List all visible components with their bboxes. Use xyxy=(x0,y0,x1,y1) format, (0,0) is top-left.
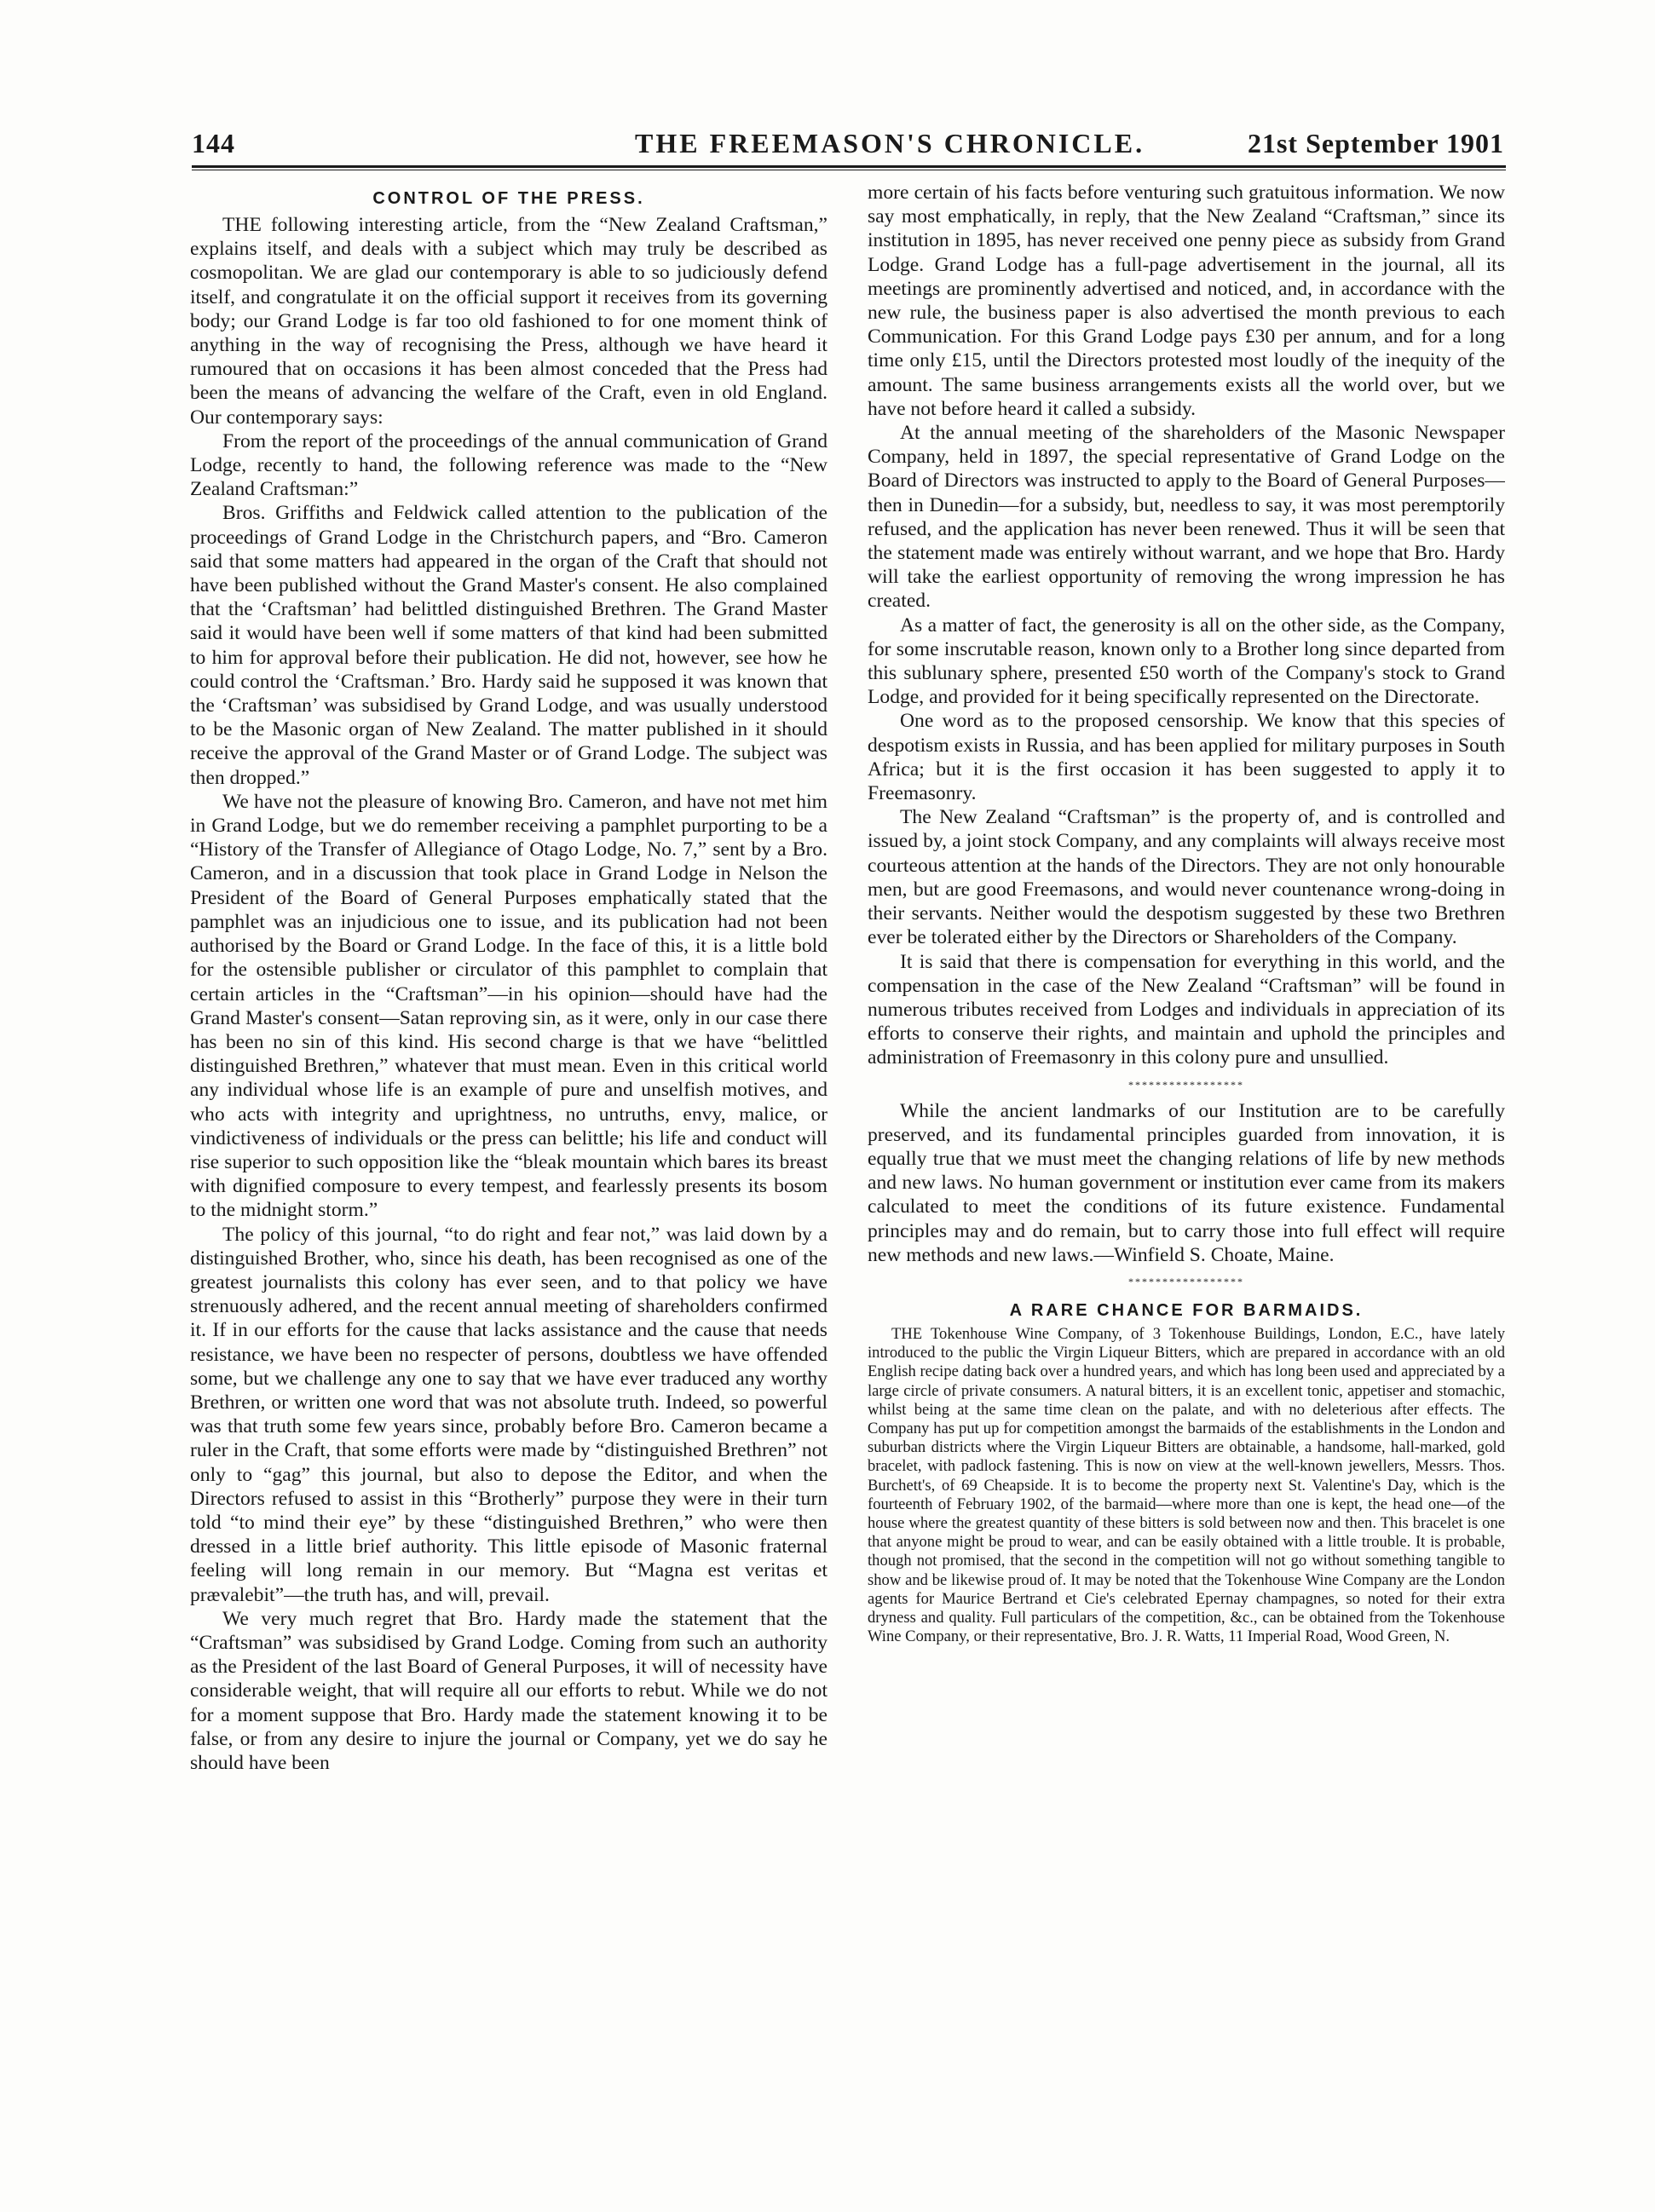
article-paragraph: From the report of the proceedings of the annual communication of Grand Lodge, recently to hand, the following reference was made to the “New Zealand Craftsman:” xyxy=(190,429,828,501)
article-heading: A RARE CHANCE FOR BARMAIDS. xyxy=(1009,1300,1364,1320)
article-paragraph: We very much regret that Bro. Hardy made the statement that the “Craftsman” was subsidised by Grand Lodge. Coming from such an authority as the President of the last Board of General Purposes, it will of necessity have considerable weight, that will require all our efforts to rebut. While we do not for a moment suppose that Bro. Hardy made the statement knowing it to be false, or from any desire to injure the journal or Company, yet we do say he should have been xyxy=(190,1607,828,1774)
article-paragraph: It is said that there is compensation for everything in this world, and the compensation in the case of the New Zealand “Craftsman” will be found in numerous tributes received from Lodges and individuals in appreciation of its efforts to conserve their rights, and maintain and uphold the principles and administration of Freemasonry in this colony pure and unsullied. xyxy=(868,950,1505,1069)
left-column xyxy=(190,181,828,2156)
article-paragraph: THE following interesting article, from the “New Zealand Craftsman,” explains itself, and deals with a subject which may truly be described as cosmopolitan. We are glad our contemporary is able to so judiciously defend itself, and congratulate it on the official support it receives from its governing body; our Grand Lodge is far too old fashioned to for one moment think of anything in the way of recognising the Press, although we have heard it rumoured that on occasions it has been almost conceded that the Press had been the means of advancing the welfare of the Craft, even in old England. Our contemporary says: xyxy=(190,214,828,429)
article-paragraph: Bros. Griffiths and Feldwick called attention to the publication of the proceedings of Grand Lodge in the Christchurch papers, and “Bro. Cameron said that some matters had appeared in the organ of the Craft that should not have been published without the Grand Master's consent. He also complained that the ‘Craftsman’ had belittled distinguished Brethren. The Grand Master said it would have been well if some matters of that kind had been submitted to him for approval before their publication. He did not, however, see how he could control the ‘Craftsman.’ Bro. Hardy said he supposed it was known that the ‘Craftsman’ was subsidised by Grand Lodge, and was usually understood to be the Masonic organ of New Zealand. The matter published in it should receive the approval of the Grand Master or of Grand Lodge. The subject was then dropped.” xyxy=(190,502,828,789)
article-paragraph: One word as to the proposed censorship. We know that this species of despotism exists in Russia, and has been applied for military purposes in South Africa; but it is the first occasion it has been suggested to apply it to Freemasonry. xyxy=(868,710,1505,805)
article-paragraph: more certain of his facts before venturing such gratuitous information. We now say most emphatically, in reply, that the New Zealand “Craftsman,” since its institution in 1895, has never received one penny piece as subsidy from Grand Lodge. Grand Lodge has a full-page advertisement in the journal, all its meetings are prominently advertised and noticed, and, in accordance with the new rule, the business paper is also advertised the month previous to each Communication. For this Grand Lodge pays £30 per annum, and for a long time only £15, until the Directors protested most loudly of the inequity of the amount. The same business arrangements exists all the world over, but we have not before heard it called a subsidy. xyxy=(868,181,1505,420)
right-column xyxy=(868,181,1505,2156)
quote-paragraph: While the ancient landmarks of our Institution are to be carefully preserved, and its fundamental principles guarded from innovation, it is equally true that we must meet the changing relations of life by new methods and new laws. No human government or institution ever came from its makers calculated to meet the conditions of its future existence. Fundamental principles may and do remain, but to carry those into full effect will require new methods and new laws.—Winfield S. Choate, Maine. xyxy=(868,1099,1505,1266)
article-body-small xyxy=(868,1325,1505,1646)
article-paragraph: THE Tokenhouse Wine Company, of 3 Tokenhouse Buildings, London, E.C., have lately introduced to the public the Virgin Liqueur Bitters, which are prepared in accordance with an old English recipe dating back over a hundred years, and which has long been used and appreciated by a large circle of private consumers. A natural bitters, it is an excellent tonic, appetiser and stomachic, whilst being at the same time clean on the palate, and with no deleterious after effects. The Company has put up for competition amongst the barmaids of the establishments in the London and suburban districts where the Virgin Liqueur Bitters are obtainable, a handsome, hall-marked, gold bracelet, with padlock fastening. This is now on view at the well-known jewellers, Messrs. Thos. Burchett's, of 69 Cheapside. It is to become the property next St. Valentine's Day, which is the fourteenth of February 1902, of the barmaid—where more than one is kept, the head one—of the house where the greatest quantity of these bitters is sold between now and then. This bracelet is one that anyone might be proud to wear, and can be easily obtained with a little trouble. It is probable, though not promised, that the second in the competition will not go without something tangible to show and be likewise proud of. It may be noted that the Tokenhouse Wine Company are the London agents for Maurice Bertrand et Cie's celebrated Epernay champagnes, so noted for their extra dryness and quality. Full particulars of the competition, &c., can be obtained from the Tokenhouse Wine Company, or their representative, Bro. J. R. Watts, 11 Imperial Road, Wood Green, N. xyxy=(868,1324,1505,1646)
article-heading: CONTROL OF THE PRESS. xyxy=(372,189,645,208)
section-separator: ***************** xyxy=(1128,1275,1244,1287)
section-separator: ***************** xyxy=(1128,1078,1244,1091)
article-paragraph: At the annual meeting of the shareholders of the Masonic Newspaper Company, held in 1897, the special representative of Grand Lodge on the Board of Directors was instructed to apply to the Board of General Purposes—then in Dunedin—for a subsidy, but, needless to say, it was most peremptorily refused, and the application has never been renewed. Thus it will be seen that the statement made was entirely without warrant, and we hope that Bro. Hardy will take the earliest opportunity of removing the wrong impression he has created. xyxy=(868,422,1505,613)
article-paragraph: The New Zealand “Craftsman” is the property of, and is controlled and issued by, a joint stock Company, and any complaints will always receive most courteous attention at the hands of the Directors. They are not only honourable men, but are good Freemasons, and would never countenance wrong-doing in their servants. Neither would the despotism suggested by these two Brethren ever be tolerated either by the Directors or Shareholders of the Company. xyxy=(868,806,1505,949)
page-header xyxy=(192,128,1504,165)
article-paragraph: As a matter of fact, the generosity is all on the other side, as the Company, for some inscrutable reason, known only to a Brother long since departed from this sublunary sphere, presented £50 worth of the Company's stock to Grand Lodge, and provided for it being specifically represented on the Directorate. xyxy=(868,613,1505,709)
issue-date: 21st September 1901 xyxy=(1247,128,1504,158)
article-paragraph: We have not the pleasure of knowing Bro. Cameron, and have not met him in Grand Lodge, but we do remember receiving a pamphlet purporting to be a “History of the Transfer of Allegiance of Otago Lodge, No. 7,” sent by a Bro. Cameron, and in a discussion that took place in Grand Lodge in Nelson the President of the Board of General Purposes emphatically stated that the pamphlet was an injudicious one to issue, and its publication had not been authorised by the Board or Grand Lodge. In the face of this, it is a little bold for the ostensible publisher or circulator of this pamphlet to complain that certain articles in the “Craftsman”—in his opinion—should have had the Grand Master's consent—Satan reproving sin, as it were, only in our case there has been no sin of this kind. His second charge is that we have “belittled distinguished Brethren,” whatever that must mean. Even in this critical world any individual whose life is an example of pure and unselfish motives, and who acts with integrity and uprightness, no untruths, envy, malice, or vindictiveness of individuals or the press can belittle; his life and conduct will rise superior to such opposition like the “bleak mountain which bares its breast with dignified composure to every tempest, and fearlessly presents its bosom to the midnight storm.” xyxy=(190,790,828,1222)
article-paragraph: The policy of this journal, “to do right and fear not,” was laid down by a distinguished Brother, who, since his death, has been recognised as one of the greatest journalists this colony has ever seen, and to that policy we have strenuously adhered, and the recent annual meeting of shareholders confirmed it. If in our efforts for the cause that lacks assistance and the cause that needs resistance, we have been no respecter of persons, doubtless we have offended some, but we challenge any one to say that we have ever traduced any worthy Brethren, or written one word that was not absolute truth. Indeed, so powerful was that truth some few years since, probably before Bro. Cameron became a ruler in the Craft, that some efforts were made by “distinguished Brethren” not only to “gag” this journal, but also to depose the Editor, and when the Directors refused to assist in this “Brotherly” purpose they were in their turn told “to mind their eye” by these “distinguished Brethren,” who were then dressed in a little brief authority. This little episode of Masonic fraternal feeling will long remain in our memory. But “Magna est veritas et prævalebit”—the truth has, and will, prevail. xyxy=(190,1223,828,1606)
publication-title: THE FREEMASON'S CHRONICLE. xyxy=(635,128,1145,158)
header-rule-thick xyxy=(192,165,1506,168)
page-number: 144 xyxy=(192,128,235,158)
